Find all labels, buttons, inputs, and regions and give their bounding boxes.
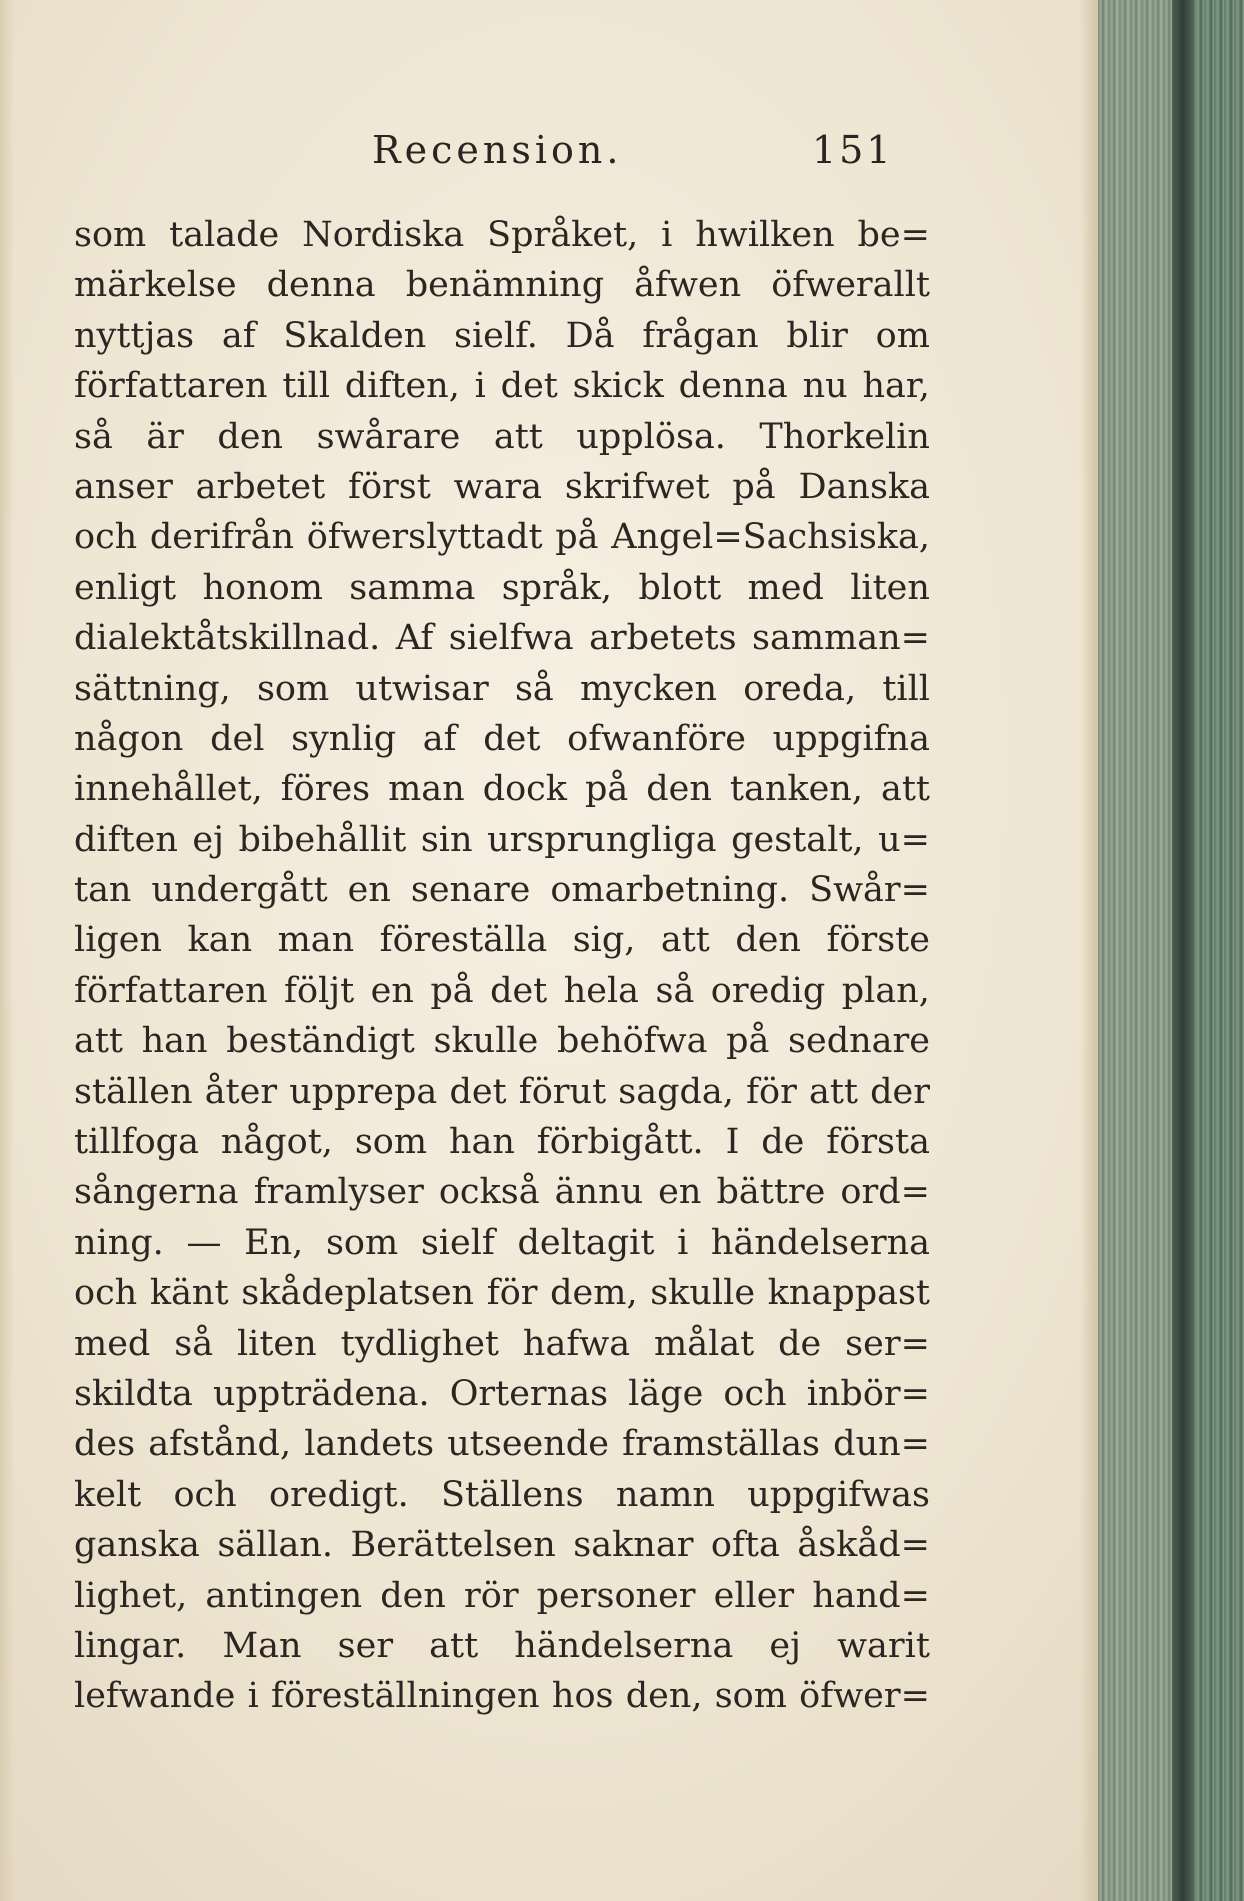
word: känt (149, 1273, 229, 1314)
word: kan (187, 920, 253, 961)
word: uppgifwas (747, 1474, 930, 1515)
word: personer (536, 1575, 696, 1616)
word: en (658, 1172, 702, 1213)
text-line (74, 915, 930, 965)
word: att (808, 1071, 858, 1112)
word: hafwa (522, 1323, 631, 1364)
word: öfwerslyttadt (306, 517, 543, 558)
word: den, (625, 1676, 703, 1717)
word: den (380, 1575, 446, 1616)
word: de (761, 1122, 805, 1163)
page-left-shadow (0, 0, 14, 1901)
book-back-edge (1194, 0, 1244, 1901)
text-line (74, 361, 930, 411)
word: den (646, 769, 712, 810)
word: sielf (420, 1222, 495, 1263)
word: Orternas (449, 1373, 609, 1414)
word: hand= (812, 1575, 930, 1616)
word: Ställens (441, 1474, 584, 1515)
word: denna (678, 366, 788, 407)
word: Man (222, 1625, 302, 1666)
word: som (714, 1676, 787, 1717)
word: Språket, (487, 215, 639, 255)
word: del (210, 718, 265, 759)
word: händelserna (514, 1625, 734, 1666)
text-line (74, 311, 930, 361)
word: målat (654, 1323, 755, 1364)
text-line (74, 1016, 930, 1066)
word: och (173, 1474, 237, 1515)
word: benämning (405, 265, 605, 306)
word: författaren (74, 970, 268, 1011)
body-text (74, 210, 930, 1722)
word: antingen (205, 1575, 363, 1616)
word: är (146, 416, 184, 457)
word: liten (236, 1323, 317, 1364)
word: händelserna (710, 1222, 930, 1263)
word: utseende (447, 1424, 609, 1465)
word: dun= (833, 1424, 930, 1465)
word: så (655, 970, 695, 1011)
word: afstånd, (148, 1424, 292, 1465)
word: undergått (151, 870, 328, 911)
word: och (723, 1373, 787, 1414)
word: dialektåtskillnad. (74, 618, 381, 659)
word: af (422, 718, 457, 759)
word: ej (192, 819, 224, 860)
word: lighet, (74, 1575, 188, 1616)
word: I (725, 1122, 740, 1163)
word: förut (518, 1071, 607, 1112)
word: Af (395, 618, 434, 659)
word: till (882, 668, 930, 709)
text-line (74, 1268, 930, 1318)
word: derifrån (149, 517, 295, 558)
word: sångerna (74, 1172, 239, 1213)
word: En, (244, 1222, 304, 1263)
word: warit (837, 1625, 930, 1666)
word: blott (638, 567, 722, 608)
word: diften, (344, 366, 460, 407)
word: ännu (554, 1172, 644, 1213)
word: han (448, 1122, 515, 1163)
word: som (256, 668, 330, 709)
word: dock (482, 769, 567, 810)
word: knappast (767, 1273, 930, 1314)
word: har, (862, 366, 930, 407)
word: dem, (550, 1273, 638, 1314)
text-line (74, 1621, 930, 1671)
word: sednare (788, 1021, 930, 1062)
word: tan (74, 870, 132, 911)
word: för (746, 1071, 797, 1112)
word: frågan (642, 315, 759, 356)
word: om (875, 315, 930, 356)
word: enligt (74, 567, 177, 608)
text-line (74, 1520, 930, 1570)
word: föreställningen (271, 1676, 540, 1717)
word: arbetet (195, 466, 326, 507)
word: skildta (74, 1373, 193, 1414)
word: som (74, 215, 147, 255)
text-line (74, 714, 930, 764)
word: Då (565, 315, 615, 356)
text-line (74, 1419, 930, 1469)
word: skådeplatsen (241, 1273, 475, 1314)
word: talade (169, 215, 280, 255)
word: honom (202, 567, 323, 608)
word: bibehållit (238, 819, 407, 860)
word: att (493, 416, 543, 457)
word: gestalt, (731, 819, 864, 860)
word: på (732, 466, 776, 507)
text-line (74, 1470, 930, 1520)
text-line (74, 1571, 930, 1621)
word: för (486, 1273, 538, 1314)
word: i (474, 366, 486, 407)
text-line (74, 613, 930, 663)
text-line (74, 260, 930, 310)
word: tillfoga (74, 1122, 199, 1163)
word: det (483, 718, 541, 759)
word: någon (74, 718, 184, 759)
word: liten (850, 567, 930, 608)
word: åter (204, 1071, 278, 1112)
word: de (778, 1323, 822, 1364)
word: att (880, 769, 930, 810)
word: det (490, 970, 548, 1011)
word: plan, (841, 970, 930, 1011)
word: på (430, 970, 474, 1011)
word: ursprungliga (487, 819, 717, 860)
word: synlig (291, 718, 397, 759)
word: till (282, 366, 331, 407)
word: att (429, 1625, 479, 1666)
word: med (747, 567, 824, 608)
text-line (74, 1067, 930, 1117)
word: öfwerallt (771, 265, 930, 306)
word: ser (337, 1625, 394, 1666)
word: hwilken (695, 215, 835, 255)
word: det (500, 366, 558, 407)
word: sin (420, 819, 473, 860)
word: ligen (74, 920, 163, 961)
word: ser= (845, 1323, 930, 1364)
text-line (74, 1319, 930, 1369)
word: Berättelsen (350, 1525, 556, 1566)
word: i (677, 1222, 689, 1263)
text-line (74, 815, 930, 865)
word: samman= (752, 618, 930, 659)
word: föreställa (379, 920, 548, 961)
word: förbigått. (536, 1122, 704, 1163)
word: och (74, 1273, 138, 1314)
word: ej (769, 1625, 801, 1666)
word: en (347, 870, 391, 911)
word: på (726, 1021, 770, 1062)
word: föres (280, 769, 371, 810)
word: Danska (798, 466, 930, 507)
word: skick (572, 366, 664, 407)
text-line (74, 210, 930, 260)
word: lingar. (74, 1625, 187, 1666)
word: nyttjas (74, 315, 195, 356)
word: Nordiska (302, 215, 465, 255)
word: Swår= (809, 870, 930, 911)
word: tanken, (729, 769, 863, 810)
word: läge (628, 1373, 704, 1414)
word: ofwanföre (567, 718, 746, 759)
text-line (74, 966, 930, 1016)
word: så (514, 668, 554, 709)
word: uppträdena. (212, 1373, 430, 1414)
running-title: Recension. (372, 128, 623, 172)
word: omarbetning. (550, 870, 790, 911)
word: arbetets (589, 618, 737, 659)
word: hos (551, 1676, 614, 1717)
word: sig, (572, 920, 636, 961)
word: språk, (501, 567, 613, 608)
word: tydlighet (340, 1323, 499, 1364)
word: behöfwa (556, 1021, 708, 1062)
word: innehållet, (74, 769, 263, 810)
word: swårare (316, 416, 461, 457)
word: att (74, 1021, 123, 1062)
word: på (584, 769, 629, 810)
word: mycken (579, 668, 717, 709)
text-line (74, 764, 930, 814)
word: man (388, 769, 465, 810)
word: förste (826, 920, 930, 961)
word: u= (878, 819, 930, 860)
word: den (217, 416, 284, 457)
word: sällan. (217, 1525, 334, 1566)
word: hela (563, 970, 640, 1011)
word: ganska (74, 1525, 200, 1566)
text-line (74, 1117, 930, 1167)
word: saknar (573, 1525, 694, 1566)
word: sielfwa (448, 618, 574, 659)
word: upplösa. (576, 416, 726, 457)
word: des (74, 1424, 136, 1465)
word: Skalden (283, 315, 427, 356)
word: der (870, 1071, 930, 1112)
word: öfwer= (799, 1676, 930, 1717)
word: sielf. (454, 315, 538, 356)
text-line (74, 865, 930, 915)
word: märkelse (74, 265, 237, 306)
word: följt (284, 970, 355, 1011)
text-line (74, 563, 930, 613)
word: och (74, 517, 138, 558)
word: af (221, 315, 256, 356)
word: ord= (840, 1172, 930, 1213)
word: som (325, 1222, 399, 1263)
word: först (347, 466, 431, 507)
word: skulle (433, 1021, 539, 1062)
word: eller (713, 1575, 795, 1616)
word: första (826, 1122, 930, 1163)
word: deltagit (517, 1222, 655, 1263)
book-cover-edge (1172, 0, 1194, 1901)
word: han (141, 1021, 208, 1062)
word: författaren (74, 366, 268, 407)
word: namn (615, 1474, 715, 1515)
word: diften (74, 819, 178, 860)
word: den (735, 920, 801, 961)
word: oreda, (743, 668, 857, 709)
word: åfwen (634, 265, 742, 306)
word: något, (220, 1122, 333, 1163)
word: ofta (710, 1525, 780, 1566)
word: så (174, 1323, 214, 1364)
word: så (74, 416, 113, 457)
word: landets (304, 1424, 435, 1465)
word: som (354, 1122, 428, 1163)
word: framställas (622, 1424, 820, 1465)
word: en (370, 970, 414, 1011)
word: att (660, 920, 710, 961)
word: framlyser (253, 1172, 424, 1213)
word: nu (802, 366, 848, 407)
word: be= (857, 215, 930, 255)
text-line (74, 664, 930, 714)
word: senare (410, 870, 531, 911)
word: på (555, 517, 599, 558)
word: — (186, 1222, 222, 1263)
word: oredigt. (269, 1474, 409, 1515)
word: man (277, 920, 355, 961)
text-line (74, 512, 930, 562)
word: inbör= (806, 1373, 930, 1414)
word: åskåd= (797, 1525, 930, 1566)
word: också (438, 1172, 540, 1213)
word: Angel=Sachsiska, (611, 517, 930, 558)
word: denna (266, 265, 376, 306)
word: i (247, 1676, 259, 1717)
word: sagda, (618, 1071, 734, 1112)
text-line (74, 1218, 930, 1268)
word: Thorkelin (759, 416, 930, 457)
word: i (661, 215, 673, 255)
word: sättning, (74, 668, 231, 709)
word: utwisar (355, 668, 489, 709)
word: rör (464, 1575, 519, 1616)
word: skrifwet (564, 466, 710, 507)
word: wara (453, 466, 543, 507)
word: med (74, 1323, 151, 1364)
word: samma (349, 567, 476, 608)
text-line (74, 1167, 930, 1217)
word: kelt (74, 1474, 142, 1515)
word: uppgifna (772, 718, 930, 759)
word: ställen (74, 1071, 193, 1112)
word: anser (74, 466, 173, 507)
word: blir (786, 315, 848, 356)
text-line (74, 462, 930, 512)
word: det (449, 1071, 507, 1112)
word: ning. (74, 1222, 164, 1263)
text-line (74, 412, 930, 462)
text-line (74, 1369, 930, 1419)
text-line (74, 1671, 930, 1721)
page-header (372, 128, 892, 178)
page-number: 151 (812, 128, 894, 172)
word: bättre (716, 1172, 826, 1213)
word: upprepa (289, 1071, 438, 1112)
word: beständigt (226, 1021, 415, 1062)
word: skulle (650, 1273, 756, 1314)
word: lefwande (74, 1676, 236, 1717)
word: oredig (710, 970, 826, 1011)
